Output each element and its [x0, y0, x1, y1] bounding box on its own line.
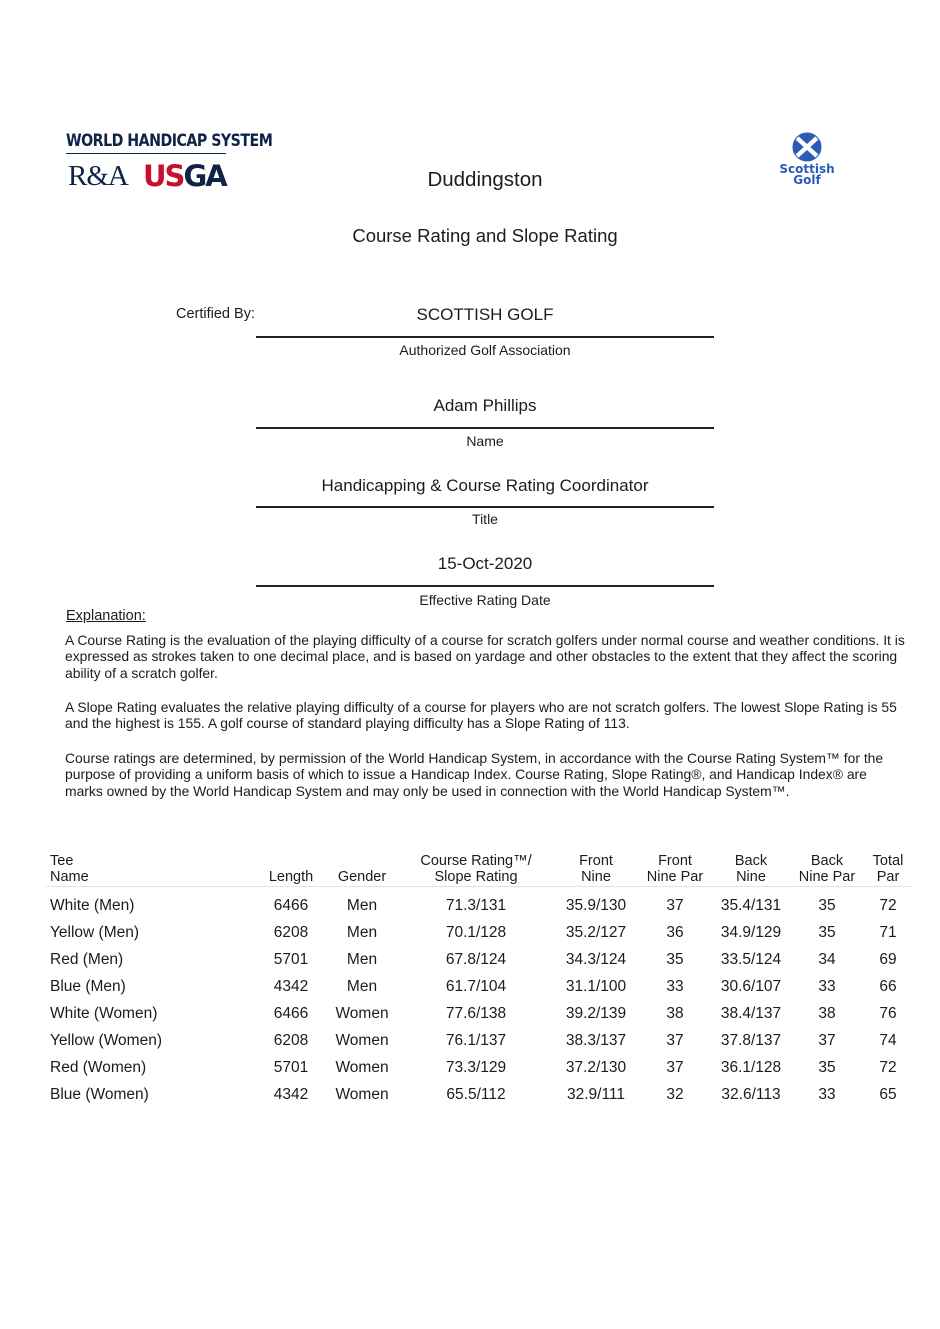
length-cell: 4342 [273, 1085, 309, 1103]
association-line [256, 336, 714, 338]
table-header-row [46, 853, 911, 887]
association-value: SCOTTISH GOLF [416, 305, 554, 324]
header-line: Nine Par [646, 869, 704, 885]
signatory-title-line [256, 506, 714, 508]
whs-title: WORLD HANDICAP SYSTEM [66, 131, 273, 150]
signatory-name-line [256, 427, 714, 429]
course-slope-rating-cell: 76.1/137 [445, 1031, 507, 1049]
header-line: Front [658, 853, 692, 869]
front-nine-par-cell: 37 [666, 897, 684, 915]
signatory-name-caption: Name [466, 433, 504, 449]
front-nine-cell: 35.2/127 [565, 924, 627, 942]
col-header-front-nine-par [637, 853, 713, 887]
col-header-back-nine-par [789, 853, 865, 887]
effective-date-value: 15-Oct-2020 [437, 554, 533, 573]
tee-name-cell: Blue (Women) [50, 1085, 149, 1103]
back-nine-cell: 37.8/137 [720, 1031, 782, 1049]
back-nine-cell: 36.1/128 [720, 1058, 782, 1076]
total-par-cell: 74 [879, 1031, 897, 1049]
tee-name-cell: White (Women) [50, 1005, 158, 1022]
back-nine-par-cell: 35 [818, 1058, 836, 1076]
header-line: Name [50, 869, 89, 885]
total-par-cell: 72 [879, 897, 897, 915]
header-line: Length [268, 869, 314, 885]
front-nine-par-cell: 32 [666, 1085, 684, 1103]
total-par-cell: 71 [879, 924, 897, 942]
front-nine-cell: 37.2/130 [565, 1058, 627, 1076]
signatory-title-value: Handicapping & Course Rating Coordinator [321, 476, 649, 495]
tee-name-cell: Yellow (Women) [50, 1031, 162, 1049]
col-header-tee-name [46, 853, 255, 887]
col-header-gender [327, 853, 397, 887]
table-row [46, 1054, 911, 1081]
tee-name-cell: Blue (Men) [50, 978, 126, 996]
total-par-cell: 69 [879, 951, 897, 969]
saltire-icon [790, 131, 824, 163]
scottish-golf-logo-line1: Scottish [779, 162, 835, 176]
back-nine-cell: 30.6/107 [720, 978, 782, 996]
table-row [46, 1001, 911, 1028]
length-cell: 6208 [273, 924, 309, 942]
association-caption: Authorized Golf Association [399, 342, 571, 358]
course-slope-rating-cell: 73.3/129 [445, 1058, 507, 1076]
back-nine-par-cell: 35 [818, 897, 836, 915]
front-nine-cell: 34.3/124 [565, 951, 627, 969]
header-line: Course Rating™/ [420, 853, 532, 869]
back-nine-cell: 34.9/129 [720, 924, 782, 942]
table-row [46, 1081, 911, 1108]
header-line: Nine [581, 869, 611, 885]
scottish-golf-logo-line2: Golf [793, 173, 821, 187]
explanation-paragraph-course-rating: A Course Rating is the evaluation of the playing difficulty of a course for scratch golfers under normal course and weather conditions. It is expressed as strokes taken to one decimal place, and is based on yardage and other obstacles to the extent that they affect the scoring ability of a scratch golfer. [65, 632, 905, 681]
header-line: Gender [337, 869, 387, 885]
header-line: Back [734, 853, 768, 869]
col-header-back-nine [713, 853, 789, 887]
gender-cell: Men [346, 924, 378, 942]
course-slope-rating-cell: 70.1/128 [445, 924, 507, 942]
front-nine-par-cell: 35 [666, 951, 684, 969]
gender-cell: Women [335, 1058, 389, 1076]
front-nine-cell: 39.2/139 [565, 1005, 627, 1022]
col-header-front-nine [555, 853, 637, 887]
ra-logo: R&A [68, 160, 128, 192]
back-nine-cell: 33.5/124 [720, 951, 782, 969]
page-subtitle: Course Rating and Slope Rating [352, 225, 618, 246]
table-row [46, 920, 911, 947]
signatory-name-value: Adam Phillips [433, 396, 537, 415]
gender-cell: Women [335, 1005, 389, 1022]
header-line: Back [810, 853, 844, 869]
tee-ratings-table [46, 853, 911, 1108]
header-line: Total [872, 853, 904, 869]
back-nine-par-cell: 33 [818, 978, 836, 996]
total-par-cell: 72 [879, 1058, 897, 1076]
front-nine-par-cell: 36 [666, 924, 684, 942]
back-nine-par-cell: 38 [818, 1005, 836, 1022]
course-slope-rating-cell: 65.5/112 [446, 1085, 506, 1103]
table-row [46, 974, 911, 1001]
header-line: Slope Rating [434, 869, 518, 885]
back-nine-par-cell: 34 [818, 951, 836, 969]
total-par-cell: 66 [879, 978, 897, 996]
explanation-heading: Explanation: [66, 608, 146, 624]
header-line: Par [876, 869, 900, 885]
tee-name-cell: White (Men) [50, 897, 135, 915]
club-name: Duddingston [427, 168, 543, 191]
length-cell: 4342 [273, 978, 309, 996]
explanation-paragraph-rating-system: Course ratings are determined, by permission of the World Handicap System, in accordance with the Course Rating System™ for the purpose of providing a uniform basis of which to issue a Handicap Index. Course Rating, Slope Rating®, and Handicap Index® are marks owned by the World Handicap System and may only be used in connection with the World Handicap System™. [65, 750, 884, 799]
course-slope-rating-cell: 71.3/131 [445, 897, 507, 915]
back-nine-par-cell: 35 [818, 924, 836, 942]
front-nine-par-cell: 37 [666, 1031, 684, 1049]
back-nine-cell: 35.4/131 [720, 897, 782, 915]
gender-cell: Women [335, 1085, 389, 1103]
length-cell: 5701 [273, 951, 309, 969]
effective-date-caption: Effective Rating Date [419, 592, 551, 608]
certified-by-label: Certified By: [176, 306, 255, 322]
front-nine-cell: 32.9/111 [566, 1085, 626, 1103]
explanation-paragraph-slope-rating: A Slope Rating evaluates the relative playing difficulty of a course for players who are not scratch golfers. The lowest Slope Rating is 55 and the highest is 155. A golf course of standard playing difficulty has a Slope Rating of 113. [65, 699, 897, 732]
tee-name-cell: Red (Women) [50, 1058, 147, 1076]
course-slope-rating-cell: 77.6/138 [445, 1005, 507, 1022]
table-row [46, 887, 911, 920]
total-par-cell: 76 [879, 1005, 897, 1022]
gender-cell: Men [346, 978, 378, 996]
front-nine-par-cell: 37 [666, 1058, 684, 1076]
course-slope-rating-cell: 67.8/124 [445, 951, 507, 969]
length-cell: 6466 [273, 897, 309, 915]
header-line: Tee [50, 853, 74, 869]
gender-cell: Men [346, 951, 378, 969]
back-nine-cell: 32.6/113 [721, 1085, 781, 1103]
back-nine-cell: 38.4/137 [720, 1005, 782, 1022]
front-nine-cell: 35.9/130 [565, 897, 627, 915]
whs-divider [66, 153, 226, 154]
signatory-title-caption: Title [472, 511, 498, 527]
effective-date-line [256, 585, 714, 587]
col-header-total-par [865, 853, 911, 887]
length-cell: 6208 [273, 1031, 309, 1049]
back-nine-par-cell: 37 [818, 1031, 836, 1049]
length-cell: 5701 [273, 1058, 309, 1076]
col-header-length [255, 853, 327, 887]
front-nine-par-cell: 33 [666, 978, 684, 996]
back-nine-par-cell: 33 [818, 1085, 836, 1103]
front-nine-cell: 31.1/100 [565, 978, 627, 996]
tee-name-cell: Yellow (Men) [50, 924, 140, 942]
header-line: Nine [736, 869, 766, 885]
usga-logo-us: US [143, 159, 184, 193]
header-line: Nine Par [798, 869, 856, 885]
length-cell: 6466 [273, 1005, 309, 1022]
front-nine-par-cell: 38 [666, 1005, 684, 1022]
tee-name-cell: Red (Men) [50, 951, 124, 969]
usga-logo-ga: GA [183, 159, 226, 193]
front-nine-cell: 38.3/137 [565, 1031, 627, 1049]
table-row [46, 947, 911, 974]
header-line: Front [579, 853, 613, 869]
table-row [46, 1027, 911, 1054]
gender-cell: Women [335, 1031, 389, 1049]
total-par-cell: 65 [879, 1085, 897, 1103]
gender-cell: Men [346, 897, 378, 915]
course-slope-rating-cell: 61.7/104 [445, 978, 507, 996]
col-header-course-slope-rating [397, 853, 555, 887]
